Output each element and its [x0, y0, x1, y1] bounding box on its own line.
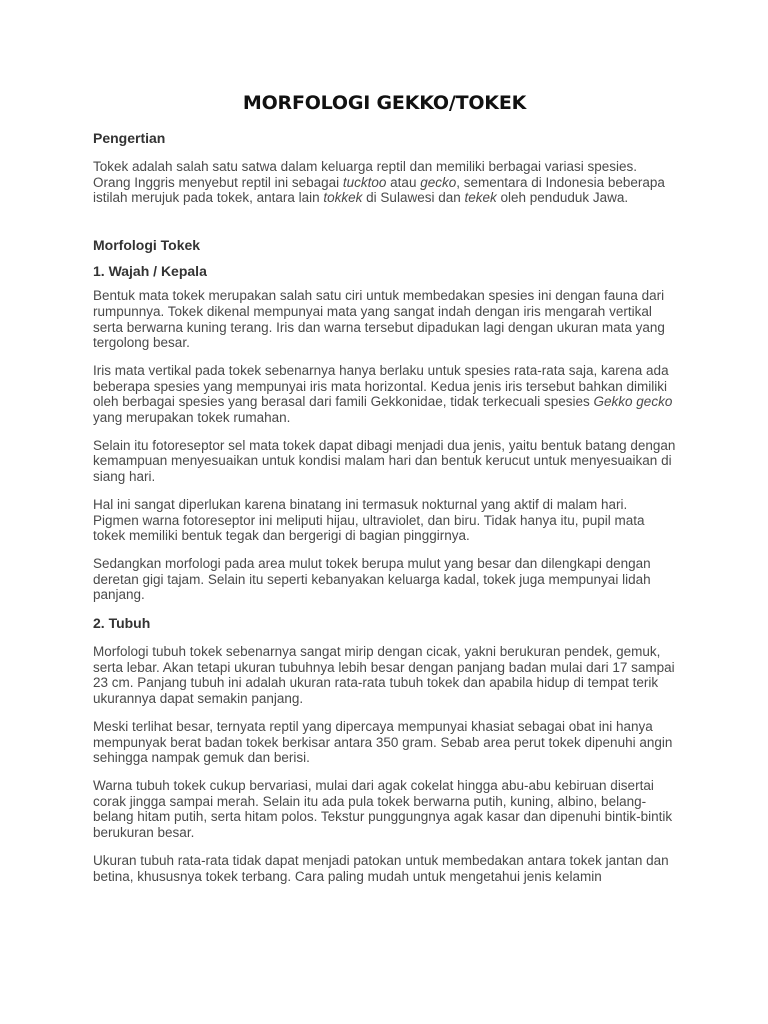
paragraph-wajah-4: Hal ini sangat diperlukan karena binatang ini termasuk nokturnal yang aktif di malam hari. Pigmen warna fotoreseptor ini meliputi hijau, ultraviolet, dan biru. Tidak hanya itu, pupil mata tokek memiliki bentuk tegak dan bergerigi di bagian pinggirnya. — [93, 496, 645, 544]
document-title: MORFOLOGI GEKKO/TOKEK — [242, 92, 527, 114]
section-heading-morfologi: Morfologi Tokek — [93, 237, 201, 254]
paragraph-tubuh-2: Meski terlihat besar, ternyata reptil yang dipercaya mempunyai khasiat sebagai obat ini hanya mempunyak berat badan tokek berkisar antara 350 gram. Sebab area perut tokek dipenuhi angin sehingga nampak gemuk dan berisi. — [93, 718, 673, 766]
paragraph-pengertian: Tokek adalah salah satu satwa dalam keluarga reptil dan memiliki berbagai variasi spesies. Orang Inggris menyebut reptil ini sebagai tucktoo atau gecko, sementara di Indonesia beberapa istilah merujuk pada tokek, antara lain tokkek di Sulawesi dan tekek oleh penduduk Jawa. — [93, 159, 665, 206]
section-heading-pengertian: Pengertian — [93, 130, 166, 146]
paragraph-wajah-2: Iris mata vertikal pada tokek sebenarnya hanya berlaku untuk spesies rata-rata saja, karena ada beberapa spesies yang mempunyai iris mata horizontal. Kedua jenis iris tersebut bahkan dimiliki oleh berbagai spesies yang berasal dari famili Gekkonidae, tidak terkecuali spesies Gekko gecko yang merupakan tokek rumahan. — [93, 362, 673, 426]
paragraph-wajah-5: Sedangkan morfologi pada area mulut tokek berupa mulut yang besar dan dilengkapi dengan deretan gigi tajam. Selain itu seperti kebanyakan keluarga kadal, tokek juga mempunyai lidah panjang. — [93, 555, 651, 603]
subsection-heading-tubuh: 2. Tubuh — [93, 615, 151, 632]
paragraph-tubuh-3: Warna tubuh tokek cukup bervariasi, mulai dari agak cokelat hingga abu-abu kebiruan disertai corak jingga sampai merah. Selain itu ada pula tokek berwarna putih, kuning, albino, belang-belang hitam putih, serta hitam polos. Tekstur punggungnya agak kasar dan dipenuhi bintik-bintik berukuran besar. — [93, 777, 673, 841]
paragraph-wajah-3: Selain itu fotoreseptor sel mata tokek dapat dibagi menjadi dua jenis, yaitu bentuk batang dengan kemampuan menyesuaikan untuk kondisi malam hari dan bentuk kerucut untuk menyesuaikan di siang hari. — [93, 437, 676, 485]
subsection-heading-wajah: 1. Wajah / Kepala — [93, 263, 207, 280]
paragraph-tubuh-4: Ukuran tubuh rata-rata tidak dapat menjadi patokan untuk membedakan antara tokek jantan dan betina, khususnya tokek terbang. Cara paling mudah untuk mengetahui jenis kelamin — [93, 852, 669, 884]
paragraph-tubuh-1: Morfologi tubuh tokek sebenarnya sangat mirip dengan cicak, yakni berukuran pendek, gemuk, serta lebar. Akan tetapi ukuran tubuhnya lebih besar dengan panjang badan mulai dari 17 sampai 23 cm. Panjang tubuh ini adalah ukuran rata-rata tubuh tokek dan apabila hidup di tempat terik ukurannya dapat semakin panjang. — [93, 644, 675, 707]
paragraph-wajah-1: Bentuk mata tokek merupakan salah satu ciri untuk membedakan spesies ini dengan fauna dari rumpunnya. Tokek dikenal mempunyai mata yang sangat indah dengan iris mengarah vertikal serta berwarna kuning terang. Iris dan warna tersebut dipadukan lagi dengan ukuran mata yang tergolong besar. — [93, 288, 665, 351]
